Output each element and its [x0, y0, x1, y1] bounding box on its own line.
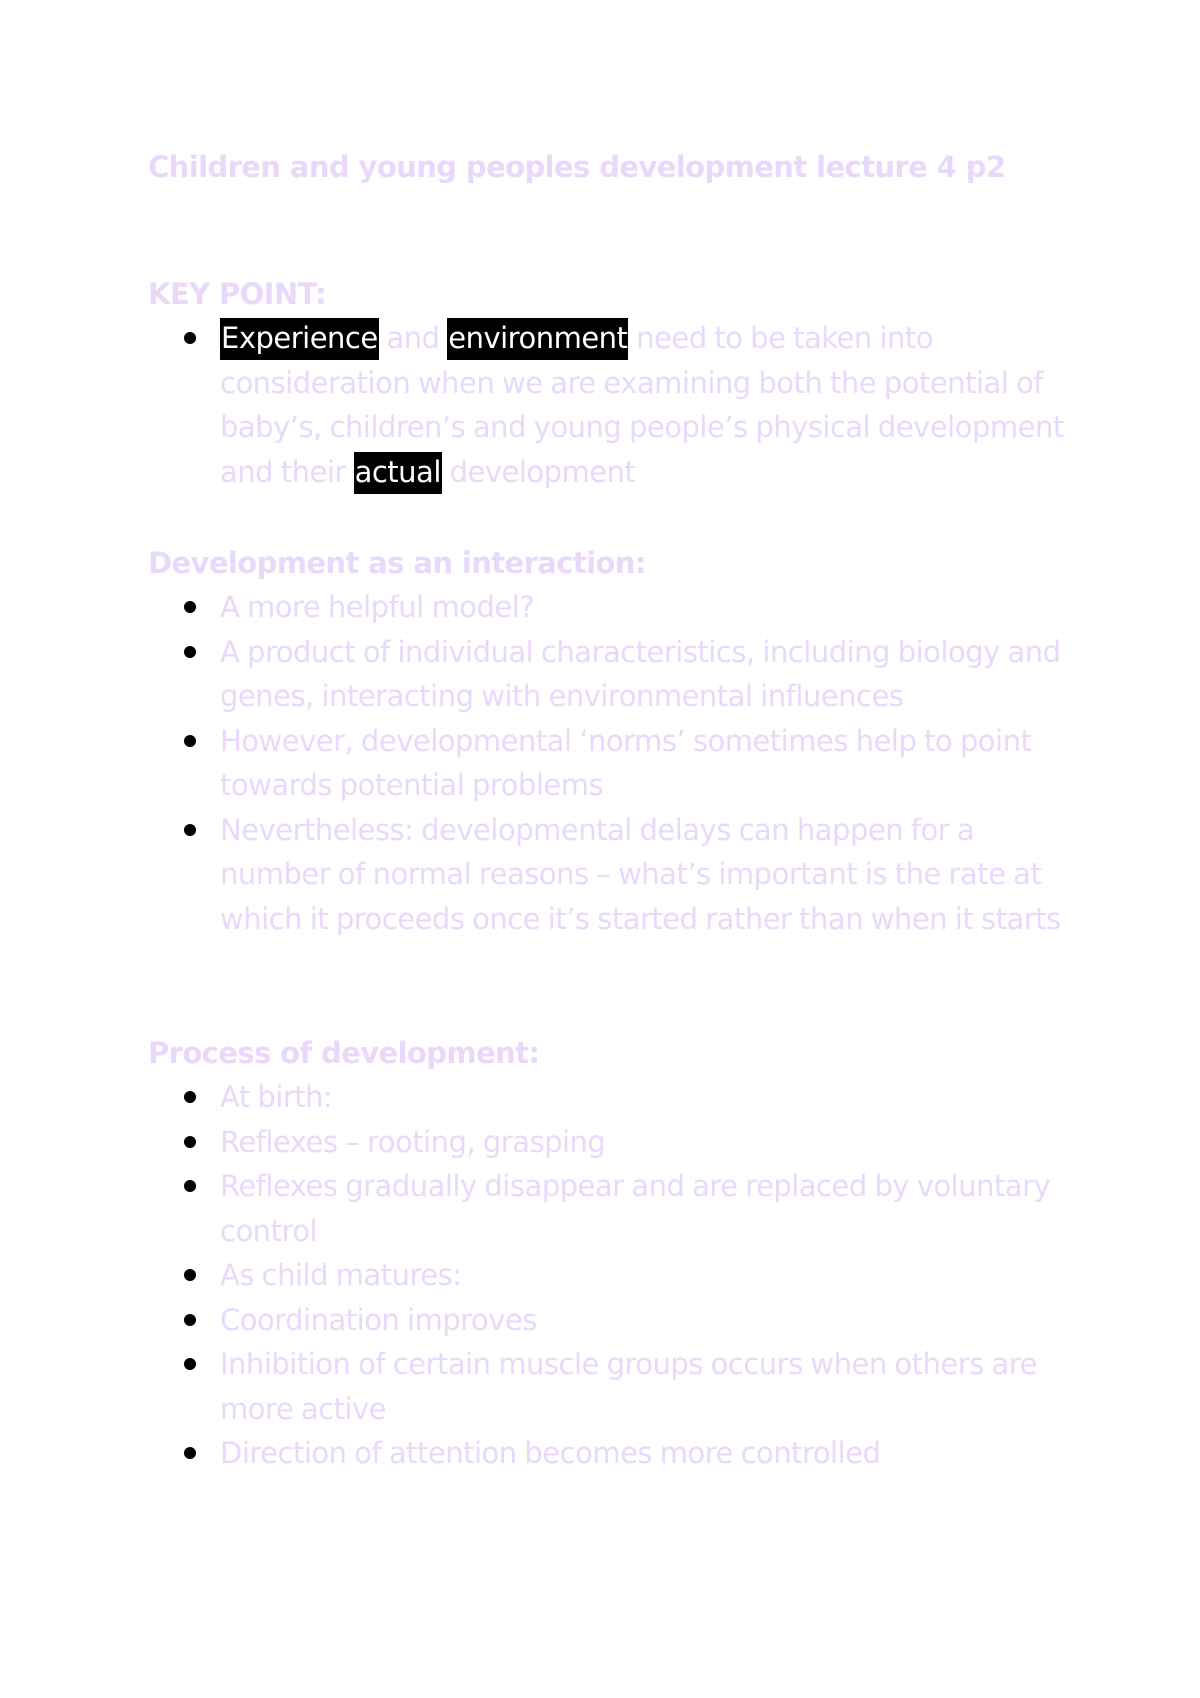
list-item-text: and — [378, 321, 448, 355]
bullet-icon — [184, 646, 196, 658]
list-item — [148, 808, 1068, 942]
process-heading: Process of development: — [148, 1036, 540, 1070]
interaction-list — [148, 585, 1068, 941]
list-item — [148, 1342, 1068, 1431]
list-item-text: Coordination improves — [220, 1302, 537, 1337]
bullet-icon — [184, 735, 196, 747]
list-item — [148, 1431, 1068, 1476]
list-item-text: A more helpful model? — [220, 590, 535, 624]
list-item-text: Reflexes gradually disappear and are replaced by voluntary control — [220, 1169, 1051, 1248]
key-point-heading: KEY POINT: — [148, 277, 327, 311]
bullet-icon — [184, 1447, 196, 1459]
list-item-text: At birth: — [220, 1080, 333, 1114]
bullet-icon — [184, 1091, 196, 1103]
bullet-icon — [184, 601, 196, 613]
document-title: Children and young peoples development lecture 4 p2 — [148, 150, 1006, 184]
bullet-icon — [184, 1314, 196, 1326]
process-section — [148, 1031, 1068, 1476]
list-item-text: However, developmental ‘norms’ sometimes help to point towards potential problems — [220, 723, 1032, 802]
list-item-text: A product of individual characteristics, including biology and genes, interacting with environmental influences — [220, 634, 1061, 713]
list-item — [148, 316, 1068, 494]
key-point-list — [148, 316, 1068, 494]
list-item-text: Reflexes – rooting, grasping — [220, 1124, 606, 1159]
highlighted-word: Experience — [220, 318, 379, 360]
list-item — [148, 585, 1068, 630]
list-item — [148, 719, 1068, 808]
process-list — [148, 1075, 1068, 1476]
bullet-icon — [184, 1180, 196, 1192]
bullet-icon — [184, 1269, 196, 1281]
list-item-text: Direction of attention becomes more controlled — [220, 1436, 881, 1470]
highlighted-word: actual — [354, 452, 442, 494]
bullet-icon — [184, 332, 196, 344]
list-item — [148, 1164, 1068, 1253]
list-item-text: Inhibition of certain muscle groups occurs when others are more active — [220, 1347, 1037, 1426]
list-item-text: need to be taken into consideration when we are examining both the potential of baby’s, children’s and young people’s physical development and their — [220, 321, 1064, 489]
list-item-text: Nevertheless: developmental delays can happen for a number of normal reasons – what’s important is the rate at which it proceeds once it’s started rather than when it starts — [220, 812, 1061, 936]
list-item — [148, 630, 1068, 719]
bullet-icon — [184, 1358, 196, 1370]
list-item-text: As child matures: — [220, 1258, 462, 1292]
list-item — [148, 1298, 1068, 1343]
list-item — [148, 1253, 1068, 1298]
bullet-icon — [184, 1136, 196, 1148]
bullet-icon — [184, 824, 196, 836]
key-point-section — [148, 272, 1068, 494]
highlighted-word: environment — [447, 318, 628, 360]
interaction-section — [148, 541, 1068, 941]
list-item — [148, 1075, 1068, 1120]
interaction-heading: Development as an interaction: — [148, 546, 646, 580]
list-item — [148, 1120, 1068, 1165]
list-item-text: development — [441, 454, 636, 489]
